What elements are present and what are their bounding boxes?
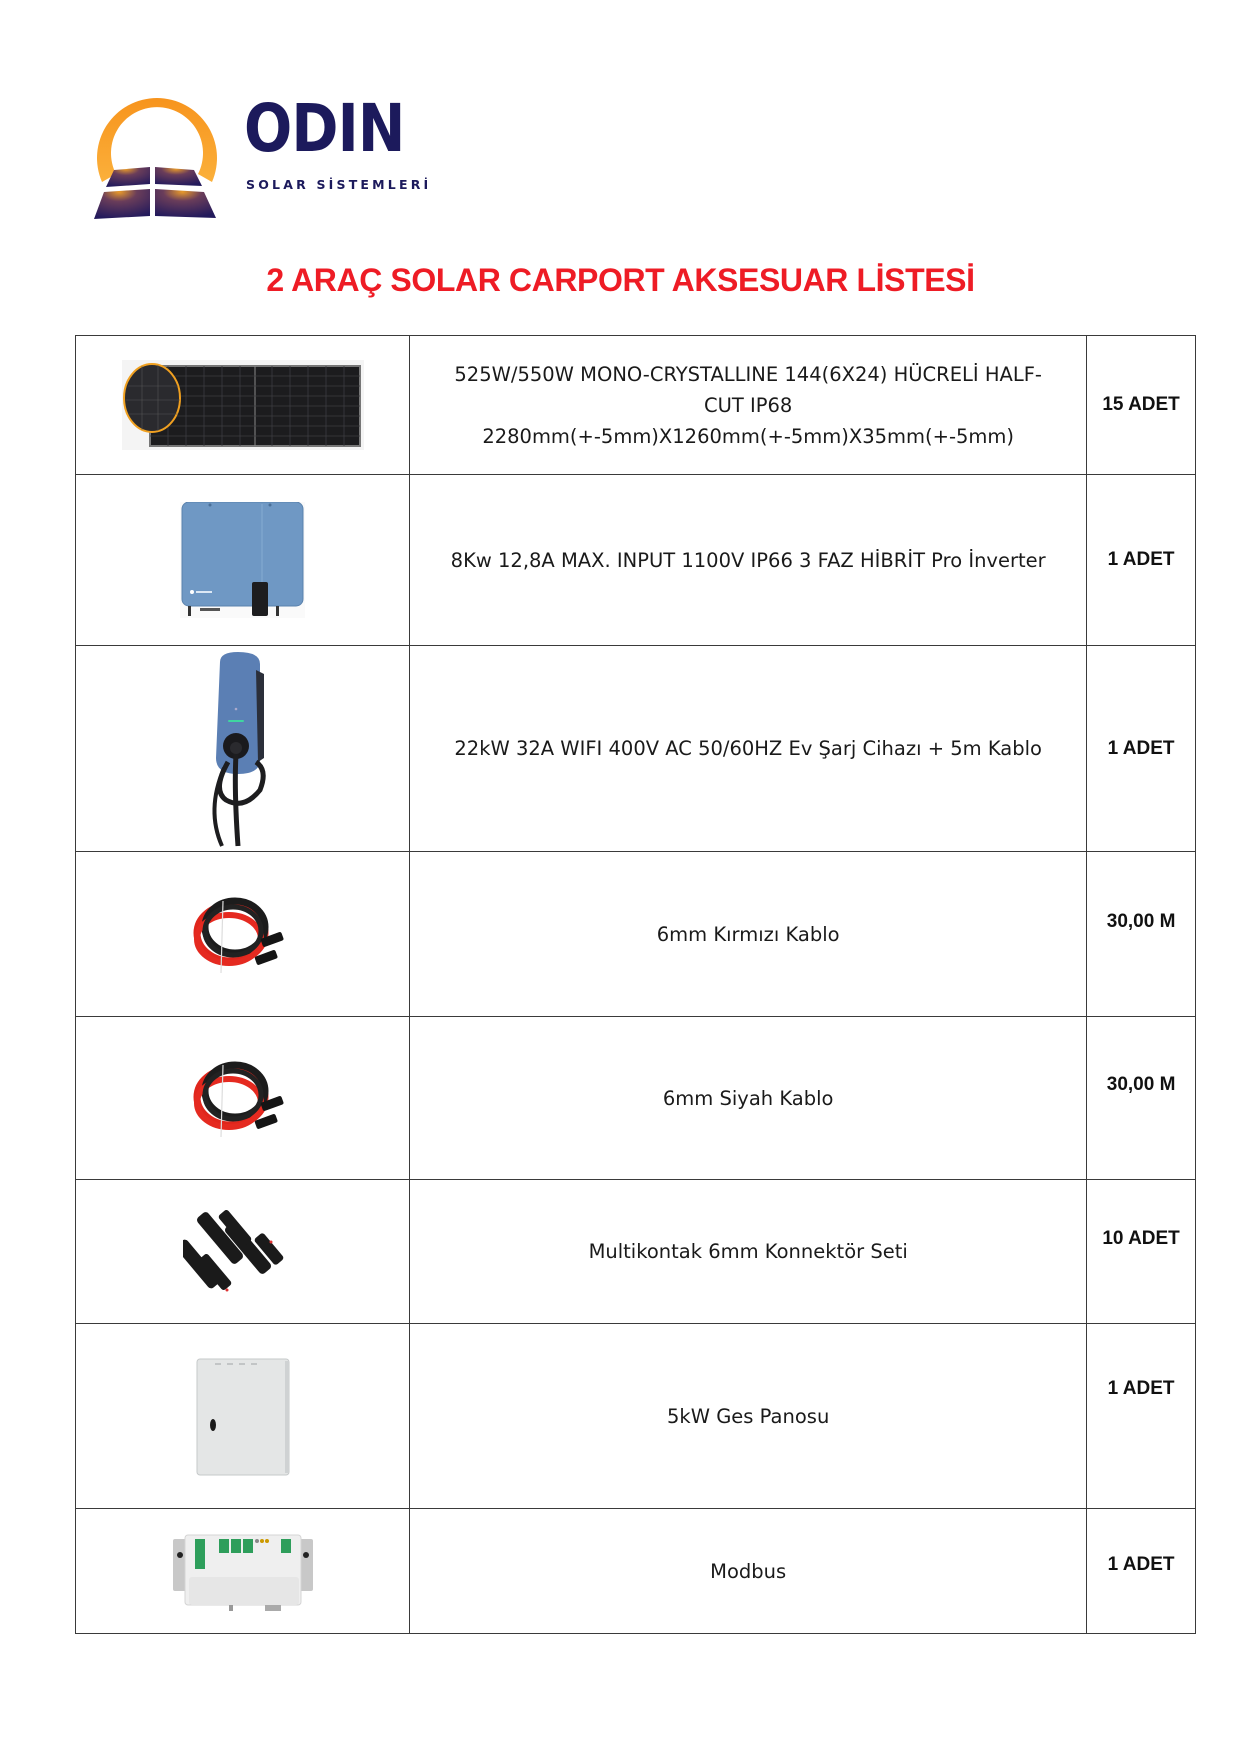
product-description: 5kW Ges Panosu — [410, 1324, 1087, 1509]
table-row — [76, 475, 1196, 646]
product-quantity: 15 ADET — [1087, 336, 1196, 475]
product-description: Modbus — [410, 1509, 1087, 1634]
quantity-value: 30,00 M — [1106, 911, 1176, 932]
product-quantity — [1087, 852, 1196, 1017]
product-image-cell — [76, 1180, 410, 1324]
quantity-value: 30,00 M — [1106, 1074, 1176, 1095]
brand-tagline: SOLAR SİSTEMLERİ — [246, 177, 432, 192]
table-row — [76, 1017, 1196, 1180]
table-row — [76, 852, 1196, 1017]
inverter-image — [180, 502, 305, 618]
product-description: 8Kw 12,8A MAX. INPUT 1100V IP66 3 FAZ HİBRİT Pro İnverter — [410, 475, 1087, 646]
product-quantity — [1087, 1017, 1196, 1180]
product-quantity — [1087, 1180, 1196, 1324]
table-row — [76, 646, 1196, 852]
quantity-value: 1 ADET — [1107, 1554, 1175, 1575]
product-description: 6mm Kırmızı Kablo — [410, 852, 1087, 1017]
table-row — [76, 336, 1196, 475]
product-image-cell — [76, 852, 410, 1017]
table-row — [76, 1509, 1196, 1634]
red-cable-image — [183, 887, 303, 982]
page-title: 2 ARAÇ SOLAR CARPORT AKSESUAR LİSTESİ — [266, 262, 975, 298]
product-description: Multikontak 6mm Konnektör Seti — [410, 1180, 1087, 1324]
product-image-cell — [76, 336, 410, 475]
product-quantity — [1087, 1509, 1196, 1634]
table-row — [76, 1324, 1196, 1509]
product-image-cell — [76, 1017, 410, 1180]
product-description: 525W/550W MONO-CRYSTALLINE 144(6X24) HÜCRELİ HALF-CUT IP68 2280mm(+-5mm)X1260mm(+-5mm)X35mm(+-5mm) — [410, 336, 1087, 475]
solar-panel-image — [122, 360, 364, 450]
product-image-cell — [76, 1509, 410, 1634]
brand-name: ODIN — [244, 90, 405, 167]
quantity-value: 10 ADET — [1102, 1228, 1180, 1249]
quantity-value: 1 ADET — [1107, 1378, 1175, 1399]
product-image-cell — [76, 646, 410, 852]
product-image-cell — [76, 1324, 410, 1509]
product-image-cell — [76, 475, 410, 646]
mc4-connector-image — [183, 1202, 303, 1302]
table-row — [76, 1180, 1196, 1324]
ev-charger-image — [198, 650, 288, 848]
modbus-meter-image — [169, 1529, 317, 1613]
product-quantity: 1 ADET — [1087, 646, 1196, 852]
accessory-table — [75, 335, 1196, 1634]
distribution-box-image — [193, 1355, 293, 1477]
sun-solar-panel-logo-icon — [84, 70, 230, 222]
product-quantity — [1087, 1324, 1196, 1509]
company-logo — [84, 70, 432, 225]
product-description: 6mm Siyah Kablo — [410, 1017, 1087, 1180]
product-description: 22kW 32A WIFI 400V AC 50/60HZ Ev Şarj Cihazı + 5m Kablo — [410, 646, 1087, 852]
product-quantity: 1 ADET — [1087, 475, 1196, 646]
black-cable-image — [183, 1051, 303, 1146]
